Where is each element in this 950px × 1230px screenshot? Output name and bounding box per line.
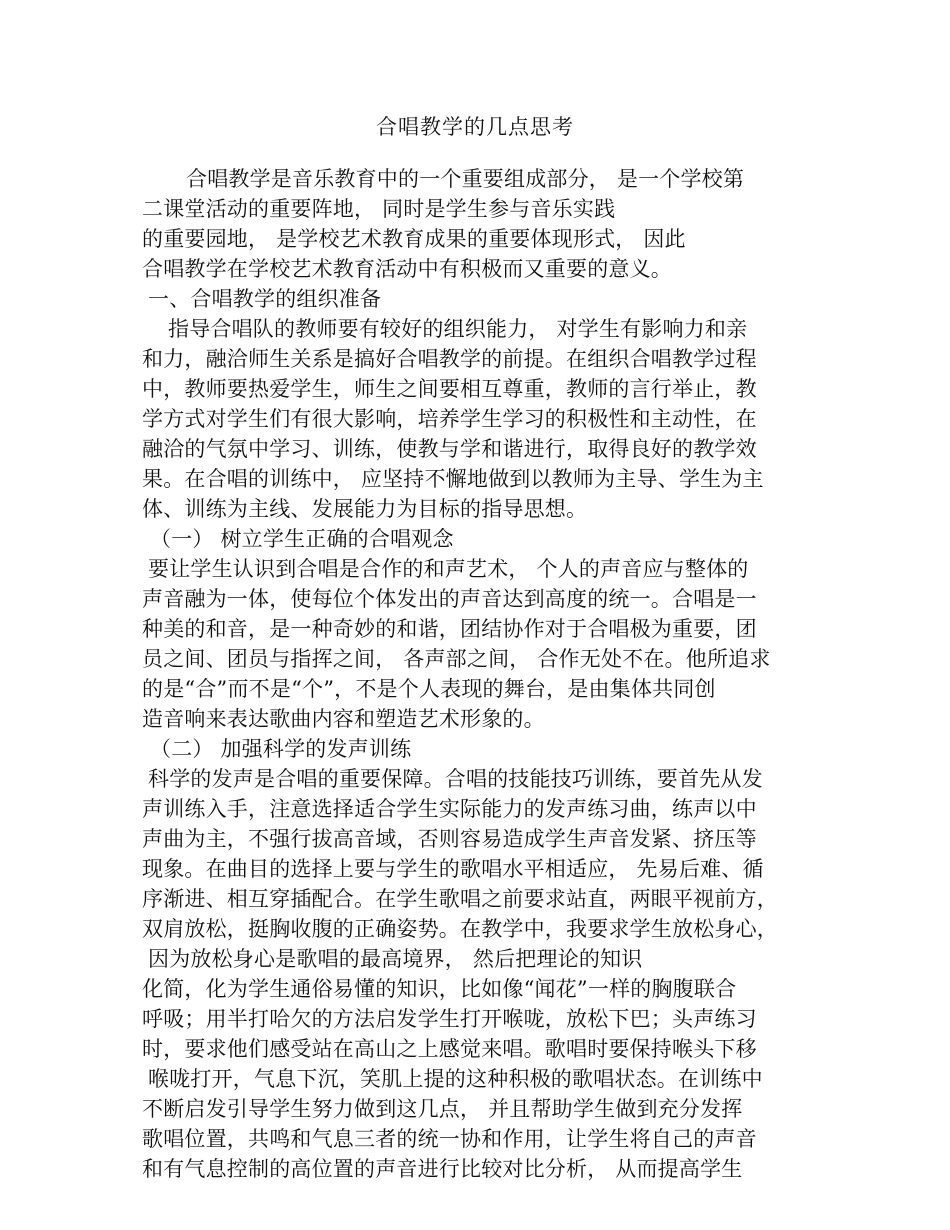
- subsection-heading: （一） 树立学生正确的合唱观念: [150, 527, 454, 551]
- paragraph-line: 歌唱位置，共鸣和气息三者的统一协和作用，让学生将自己的声音: [142, 1127, 757, 1151]
- paragraph-line: 声曲为主，不强行拔高音域，否则容易造成学生声音发紧、挤压等: [142, 827, 757, 851]
- paragraph-line: 科学的发声是合唱的重要保障。合唱的技能技巧训练，要首先从发: [148, 767, 763, 791]
- paragraph-line: 学方式对学生们有很大影响，培养学生学习的积极性和主动性，在: [142, 407, 757, 431]
- paragraph-line: 员之间、团员与指挥之间， 各声部之间， 合作无处不在。他所追求: [142, 647, 771, 671]
- paragraph-line: 双肩放松，挺胸收腹的正确姿势。在教学中，我要求学生放松身心，: [142, 917, 778, 941]
- paragraph-line: 的是“合”而不是“个”，不是个人表现的舞台，是由集体共同创: [142, 677, 716, 701]
- paragraph-line: 喉咙打开，气息下沉，笑肌上提的这种积极的歌唱状态。在训练中: [148, 1067, 763, 1091]
- paragraph-line: 合唱教学是音乐教育中的一个重要组成部分， 是一个学校第: [186, 167, 745, 191]
- document-body: [142, 164, 822, 1184]
- paragraph-line: 种美的和音，是一种奇妙的和谐，团结协作对于合唱极为重要，团: [142, 617, 757, 641]
- paragraph-line: 的重要园地， 是学校艺术教育成果的重要体现形式， 因此: [142, 227, 686, 251]
- paragraph-line: 果。在合唱的训练中， 应坚持不懈地做到以教师为主导、学生为主: [142, 467, 764, 491]
- paragraph-line: 融洽的气氛中学习、训练，使教与学和谐进行，取得良好的教学效: [142, 437, 757, 461]
- paragraph-line: 要让学生认识到合唱是合作的和声艺术， 个人的声音应与整体的: [148, 557, 749, 581]
- paragraph-line: 不断启发引导学生努力做到这几点， 并且帮助学生做到充分发挥: [142, 1097, 743, 1121]
- document-title: 合唱教学的几点思考: [376, 115, 574, 139]
- paragraph-line: 声训练入手，注意选择适合学生实际能力的发声练习曲，练声以中: [142, 797, 757, 821]
- section-heading: 一、合唱教学的组织准备: [148, 287, 382, 311]
- paragraph-line: 造音响来表达歌曲内容和塑造艺术形象的。: [142, 707, 545, 731]
- paragraph-line: 和有气息控制的高位置的声音进行比较对比分析， 从而提高学生: [142, 1157, 743, 1181]
- paragraph-line: 体、训练为主线、发展能力为目标的指导思想。: [142, 497, 588, 521]
- paragraph-line: 二课堂活动的重要阵地， 同时是学生参与音乐实践: [142, 197, 616, 221]
- paragraph-line: 时，要求他们感受站在高山之上感觉来唱。歌唱时要保持喉头下移: [142, 1037, 757, 1061]
- subsection-heading: （二） 加强科学的发声训练: [150, 737, 412, 761]
- paragraph-line: 和力，融洽师生关系是搞好合唱教学的前提。在组织合唱教学过程: [142, 347, 757, 371]
- paragraph-line: 中，教师要热爱学生，师生之间要相互尊重，教师的言行举止，教: [142, 377, 757, 401]
- paragraph-line: 声音融为一体，使每位个体发出的声音达到高度的统一。合唱是一: [142, 587, 757, 611]
- paragraph-line: 合唱教学在学校艺术教育活动中有积极而又重要的意义。: [142, 257, 672, 281]
- paragraph-line: 呼吸；用半打哈欠的方法启发学生打开喉咙，放松下巴；头声练习: [142, 1007, 757, 1031]
- paragraph-line: 指导合唱队的教师要有较好的组织能力， 对学生有影响力和亲: [168, 317, 748, 341]
- paragraph-line: 现象。在曲目的选择上要与学生的歌唱水平相适应， 先易后难、循: [142, 857, 764, 881]
- paragraph-line: 化简，化为学生通俗易懂的知识，比如像“闻花”一样的胸腹联合: [142, 977, 737, 1001]
- paragraph-line: 序渐进、相互穿插配合。在学生歌唱之前要求站直，两眼平视前方，: [142, 887, 778, 911]
- paragraph-line: 因为放松身心是歌唱的最高境界， 然后把理论的知识: [148, 947, 643, 971]
